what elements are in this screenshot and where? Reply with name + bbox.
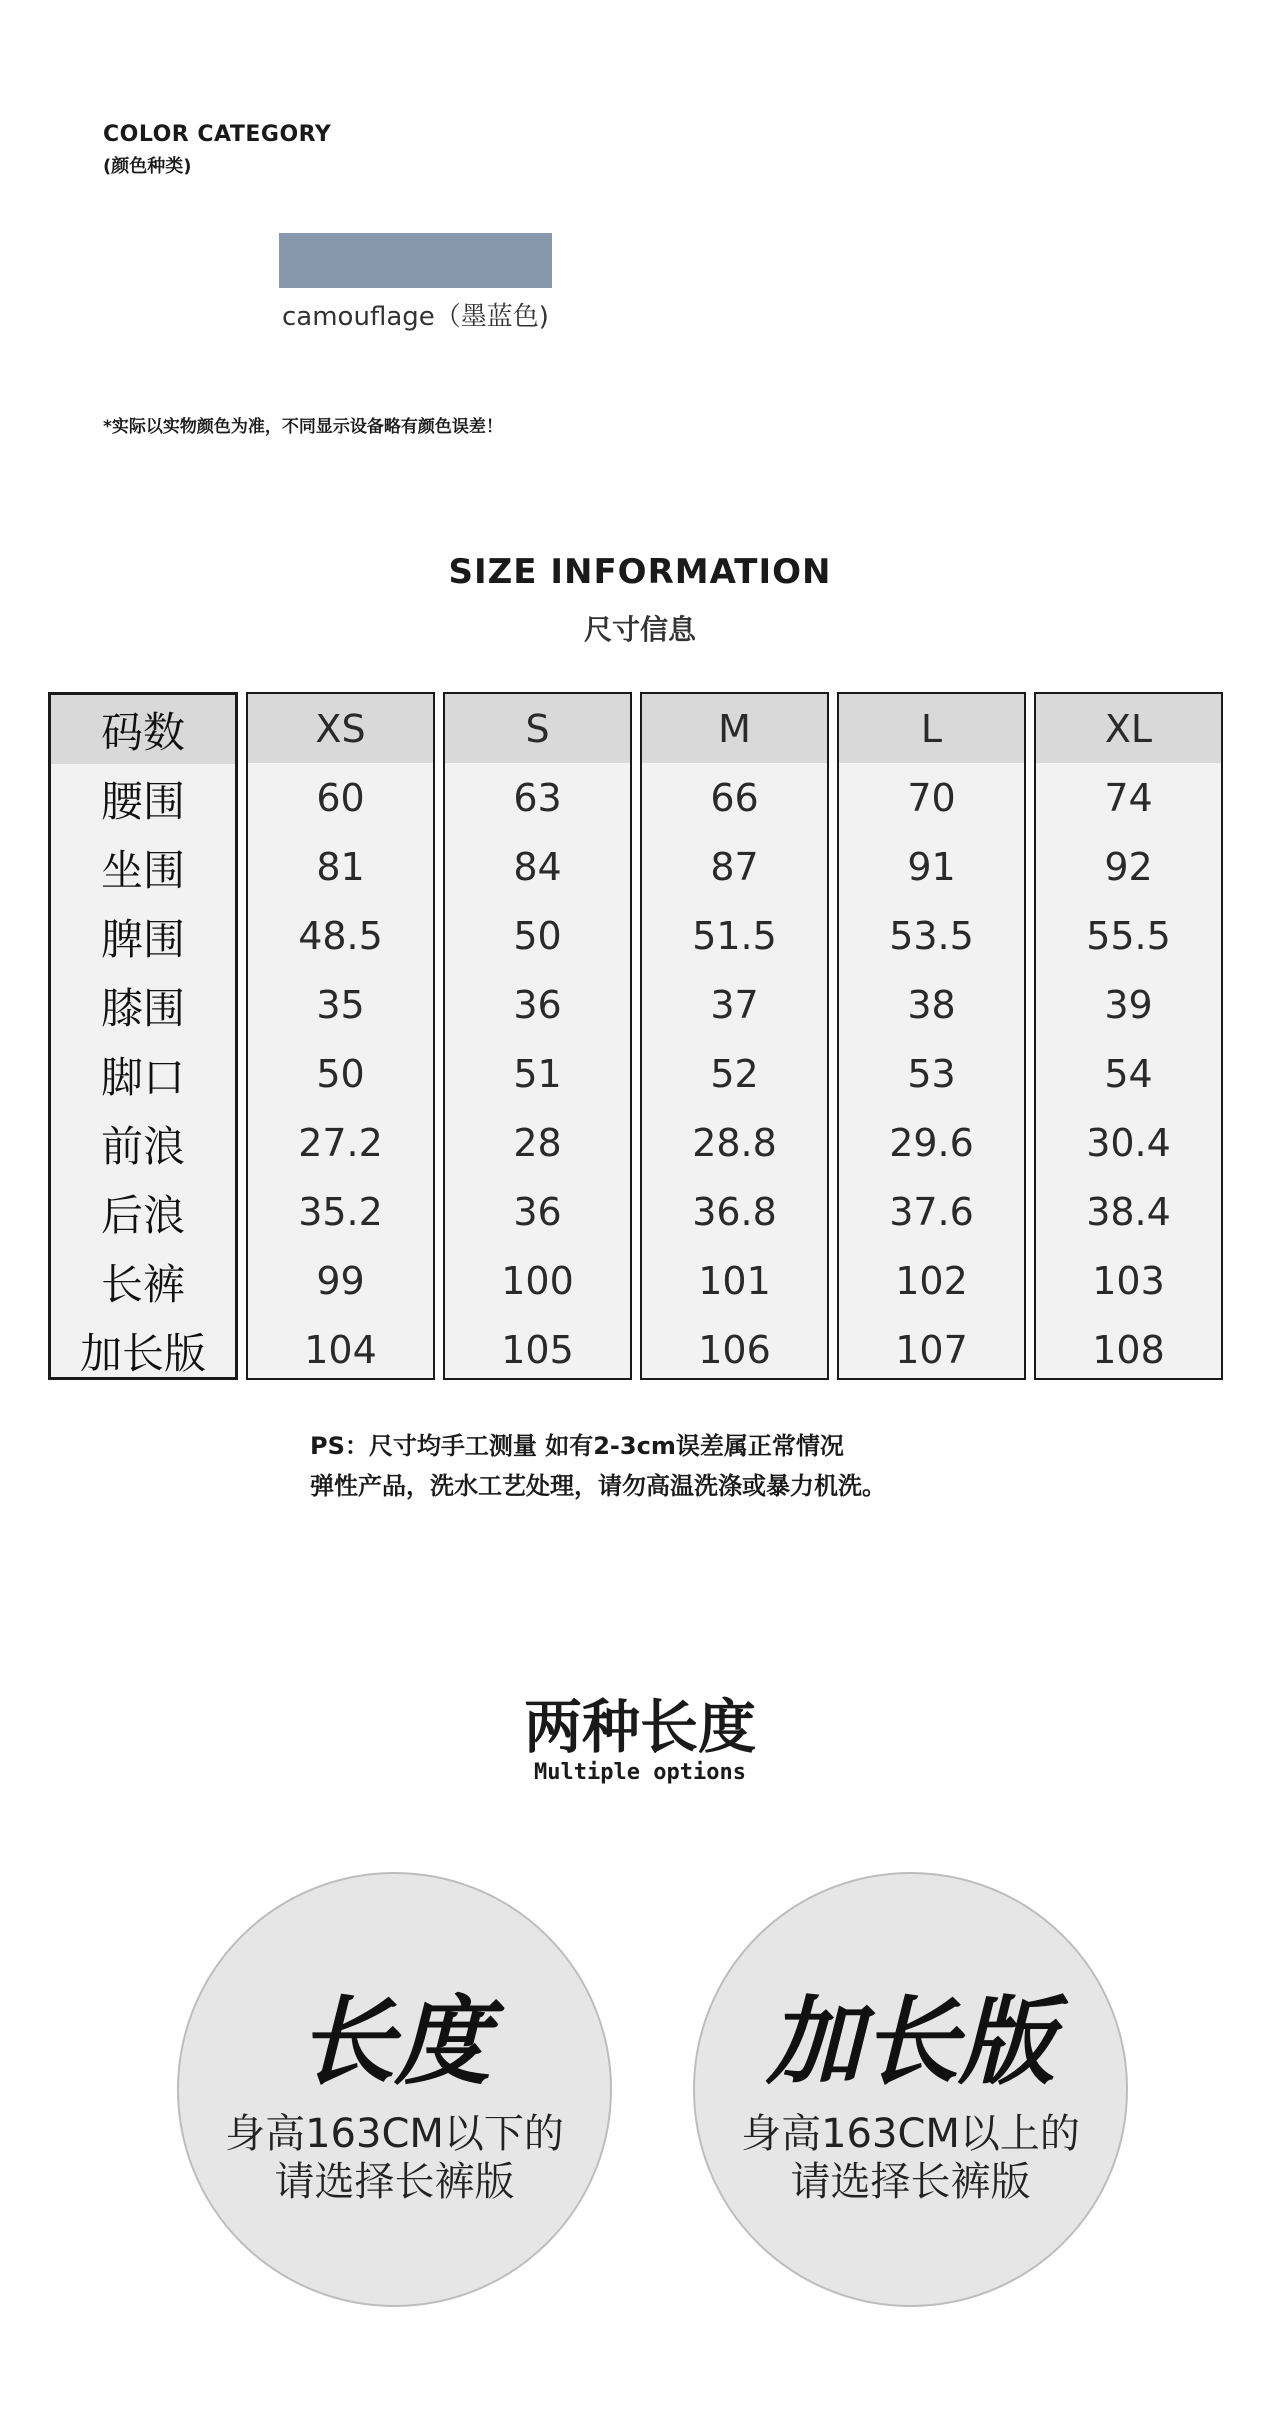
- table-cell: 38: [907, 982, 956, 1027]
- table-cell: 55.5: [1086, 913, 1171, 958]
- table-cell: 60: [316, 775, 365, 820]
- color-swatch: [279, 233, 552, 288]
- table-column-xl: [1034, 692, 1223, 1380]
- table-column-labels: [48, 692, 238, 1380]
- table-cell: 87: [710, 844, 759, 889]
- table-cell: 30.4: [1086, 1120, 1171, 1165]
- table-cell: 36: [513, 982, 562, 1027]
- table-cell: 107: [895, 1327, 968, 1372]
- table-column-xs: [246, 692, 435, 1380]
- size-information-subtitle: 尺寸信息: [583, 613, 696, 646]
- option-title: 加长版: [766, 1986, 1055, 2098]
- ps-note-line-2: 弹性产品，洗水工艺处理，请勿高温洗涤或暴力机洗。: [310, 1472, 886, 1500]
- table-header-cell: S: [445, 694, 630, 763]
- table-cell: 84: [513, 844, 562, 889]
- table-cell: 104: [304, 1327, 377, 1372]
- table-cell: 108: [1092, 1327, 1165, 1372]
- table-cell: 36.8: [692, 1189, 777, 1234]
- table-row-label: 腰围: [100, 776, 185, 826]
- table-cell: 38.4: [1086, 1189, 1171, 1234]
- table-cell: 36: [513, 1189, 562, 1234]
- table-cell: 35.2: [298, 1189, 383, 1234]
- table-cell: 50: [513, 913, 562, 958]
- ps-note: [310, 1426, 886, 1506]
- options-title: 两种长度: [523, 1693, 756, 1761]
- color-category-title: COLOR CATEGORY: [103, 122, 332, 147]
- ps-note-line-1: PS：尺寸均手工测量 如有2-3cm误差属正常情况: [310, 1432, 844, 1460]
- options-subtitle: Multiple options: [534, 1760, 746, 1785]
- table-row-label: 脾围: [100, 914, 185, 964]
- table-cell: 103: [1092, 1258, 1165, 1303]
- option-line-2: 请选择长裤版: [790, 2159, 1031, 2205]
- table-header-cell: XS: [248, 694, 433, 763]
- table-column-s: [443, 692, 632, 1380]
- table-cell: 53.5: [889, 913, 974, 958]
- table-cell: 105: [501, 1327, 574, 1372]
- table-row-label: 脚口: [100, 1052, 185, 1102]
- table-header-cell: L: [839, 694, 1024, 763]
- option-line-2: 请选择长裤版: [274, 2159, 515, 2205]
- table-cell: 37: [710, 982, 759, 1027]
- table-row-label: 长裤: [100, 1259, 185, 1309]
- table-cell: 66: [710, 775, 759, 820]
- table-header-cell: 码数: [51, 695, 235, 764]
- table-cell: 63: [513, 775, 562, 820]
- table-row-label: 加长版: [79, 1328, 206, 1378]
- table-row-label: 膝围: [100, 983, 185, 1033]
- table-cell: 29.6: [889, 1120, 974, 1165]
- table-cell: 51: [513, 1051, 562, 1096]
- table-header-cell: M: [642, 694, 827, 763]
- table-cell: 106: [698, 1327, 771, 1372]
- table-cell: 35: [316, 982, 365, 1027]
- table-cell: 27.2: [298, 1120, 383, 1165]
- table-row-label: 后浪: [100, 1190, 185, 1240]
- color-swatch-label: camouflage（墨蓝色): [282, 302, 549, 332]
- option-title: 长度: [298, 1986, 491, 2098]
- table-row-label: 前浪: [100, 1121, 185, 1171]
- table-cell: 91: [907, 844, 956, 889]
- color-note: *实际以实物颜色为准，不同显示设备略有颜色误差！: [103, 417, 503, 437]
- table-cell: 99: [316, 1258, 365, 1303]
- table-column-l: [837, 692, 1026, 1380]
- size-information-title: SIZE INFORMATION: [448, 552, 832, 592]
- table-row-label: 坐围: [100, 845, 185, 895]
- table-cell: 81: [316, 844, 365, 889]
- table-cell: 54: [1104, 1051, 1153, 1096]
- table-cell: 39: [1104, 982, 1153, 1027]
- table-cell: 74: [1104, 775, 1153, 820]
- option-circle-extended: [693, 1872, 1128, 2307]
- table-cell: 48.5: [298, 913, 383, 958]
- table-cell: 70: [907, 775, 956, 820]
- table-cell: 102: [895, 1258, 968, 1303]
- table-cell: 52: [710, 1051, 759, 1096]
- table-cell: 28.8: [692, 1120, 777, 1165]
- table-cell: 50: [316, 1051, 365, 1096]
- color-category-subtitle: (颜色种类): [103, 156, 192, 177]
- table-cell: 51.5: [692, 913, 777, 958]
- table-cell: 101: [698, 1258, 771, 1303]
- table-cell: 100: [501, 1258, 574, 1303]
- option-circle-regular: [177, 1872, 612, 2307]
- table-cell: 28: [513, 1120, 562, 1165]
- table-cell: 92: [1104, 844, 1153, 889]
- table-header-cell: XL: [1036, 694, 1221, 763]
- table-cell: 37.6: [889, 1189, 974, 1234]
- option-line-1: 身高163CM以上的: [741, 2111, 1080, 2157]
- table-column-m: [640, 692, 829, 1380]
- option-line-1: 身高163CM以下的: [225, 2111, 564, 2157]
- table-cell: 53: [907, 1051, 956, 1096]
